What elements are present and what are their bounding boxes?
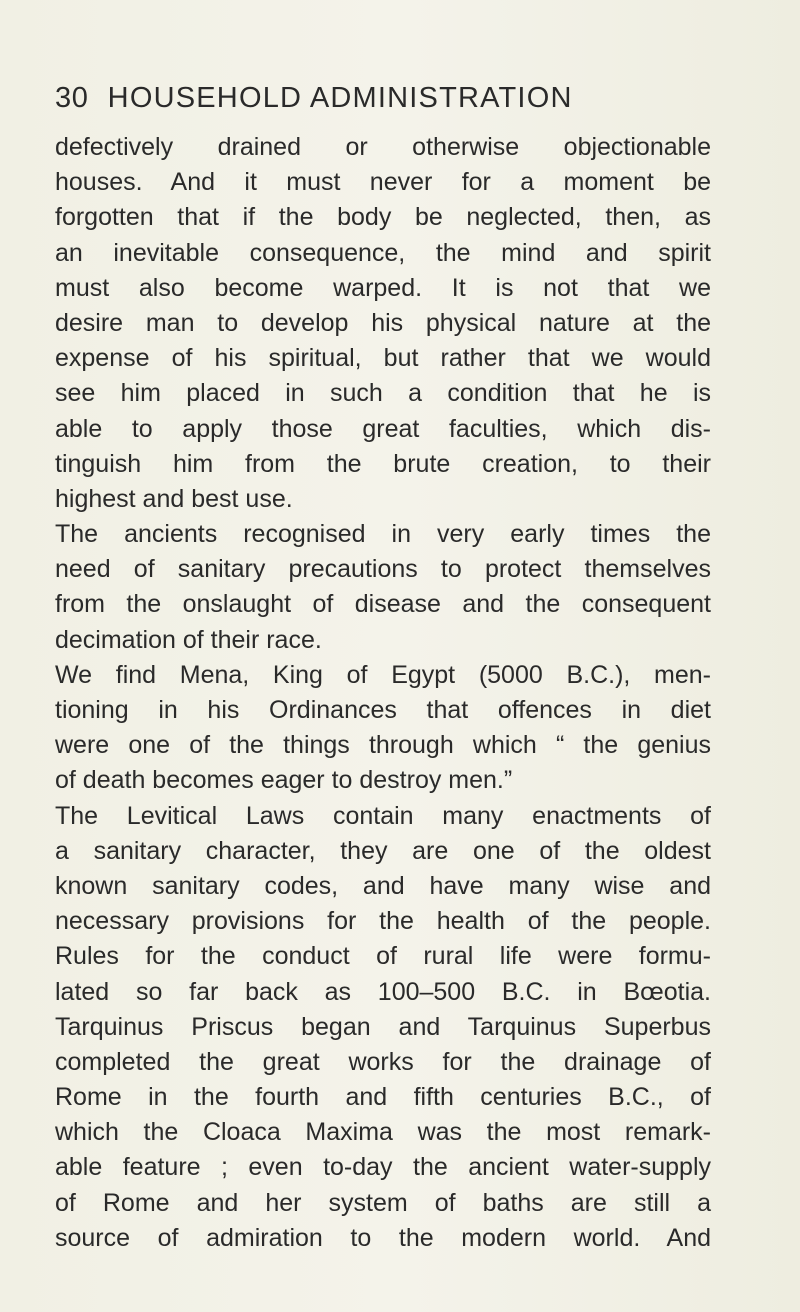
text-line: expense of his spiritual, but rather that we would xyxy=(55,344,711,373)
body-text xyxy=(55,130,711,1256)
text-line: Tarquinus Priscus began and Tarquinus Superbus xyxy=(55,1012,711,1041)
text-line: from the onslaught of disease and the consequent xyxy=(55,590,711,619)
text-line: were one of the things through which “ the genius xyxy=(55,731,711,760)
text-line: highest and best use. xyxy=(55,484,293,513)
text-line: desire man to develop his physical nature at the xyxy=(55,308,711,337)
text-line: of Rome and her system of baths are still a xyxy=(55,1188,711,1217)
text-line: Rules for the conduct of rural life were formu- xyxy=(55,942,711,971)
text-line: We find Mena, King of Egypt (5000 B.C.), men- xyxy=(55,660,711,689)
text-line: The Levitical Laws contain many enactments of xyxy=(55,801,711,830)
text-line: must also become warped. It is not that we xyxy=(55,273,711,302)
text-line: defectively drained or otherwise objectionable xyxy=(55,133,711,161)
text-line: necessary provisions for the health of the people. xyxy=(55,907,711,936)
text-line: forgotten that if the body be neglected, then, as xyxy=(55,203,711,232)
text-line: known sanitary codes, and have many wise and xyxy=(55,871,711,900)
text-line: source of admiration to the modern world. And xyxy=(55,1223,711,1252)
text-line: The ancients recognised in very early times the xyxy=(55,520,711,549)
text-line: lated so far back as 100–500 B.C. in Bœotia. xyxy=(55,977,711,1006)
running-title: HOUSEHOLD ADMINISTRATION xyxy=(107,82,573,114)
running-head xyxy=(55,78,755,118)
text-line: completed the great works for the drainage of xyxy=(55,1047,711,1076)
text-line: tioning in his Ordinances that offences in diet xyxy=(55,696,711,724)
text-line: a sanitary character, they are one of the oldest xyxy=(55,836,711,865)
text-line: an inevitable consequence, the mind and spirit xyxy=(55,238,711,267)
text-line: tinguish him from the brute creation, to their xyxy=(55,449,711,478)
text-line: able to apply those great faculties, which dis- xyxy=(55,414,711,443)
text-line: see him placed in such a condition that he is xyxy=(55,379,711,408)
text-line: which the Cloaca Maxima was the most remark- xyxy=(55,1118,711,1147)
text-line: decimation of their race. xyxy=(55,625,322,654)
text-line: of death becomes eager to destroy men.” xyxy=(55,766,513,795)
text-line: need of sanitary precautions to protect themselves xyxy=(55,555,711,584)
page-number: 30 xyxy=(55,82,89,114)
text-line: able feature ; even to-day the ancient water-supply xyxy=(55,1153,711,1182)
text-line: houses. And it must never for a moment be xyxy=(55,168,711,197)
text-line: Rome in the fourth and fifth centuries B.C., of xyxy=(55,1083,711,1112)
